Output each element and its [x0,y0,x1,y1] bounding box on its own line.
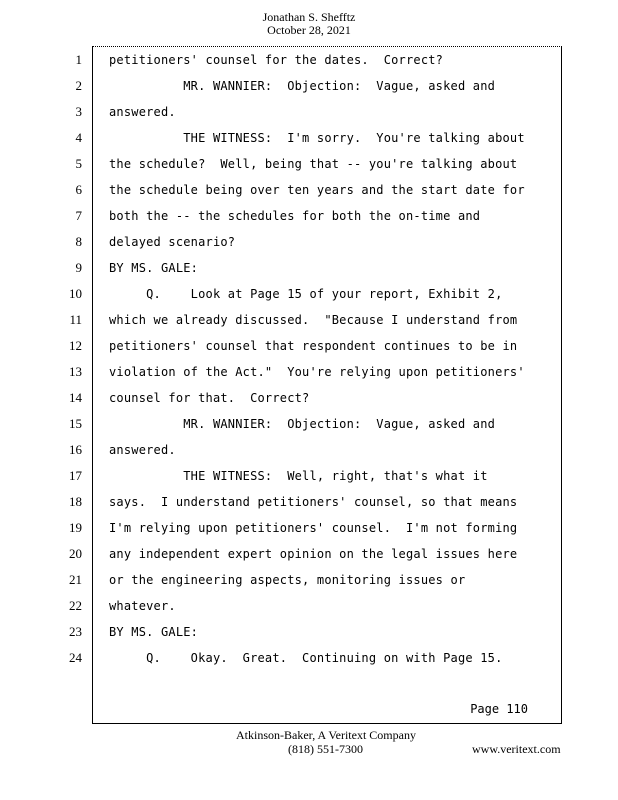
transcript-line-text: delayed scenario? [109,235,236,249]
line-number: 13 [69,364,82,379]
line-number: 4 [75,130,82,145]
transcript-line-text: any independent expert opinion on the legal issues here [109,547,518,561]
transcript-line-text: violation of the Act." You're relying upon petitioners' [109,365,525,379]
footer-website: www.veritext.com [472,742,561,756]
transcript-line-text: the schedule? Well, being that -- you're talking about [109,157,518,171]
line-number: 1 [75,52,82,67]
line-number: 22 [69,598,82,613]
line-number: 14 [69,390,82,405]
line-number: 24 [69,650,82,665]
transcript-line-text: Q. Look at Page 15 of your report, Exhibit 2, [109,287,503,301]
transcript-line-text: says. I understand petitioners' counsel, so that means [109,495,518,509]
transcript-line-text: answered. [109,105,176,119]
transcript-line-text: THE WITNESS: I'm sorry. You're talking about [109,131,525,145]
transcript-line-text: or the engineering aspects, monitoring issues or [109,573,466,587]
transcript-frame [92,46,562,724]
line-number: 17 [69,468,82,483]
line-number: 12 [69,338,82,353]
line-number: 6 [75,182,82,197]
line-number: 3 [75,104,82,119]
line-number: 23 [69,624,82,639]
header-date: October 28, 2021 [267,23,351,37]
line-number: 15 [69,416,82,431]
line-number: 18 [69,494,82,509]
line-number: 19 [69,520,82,535]
line-number: 2 [75,78,82,93]
header-witness-name: Jonathan S. Shefftz [262,10,356,24]
transcript-line-text: the schedule being over ten years and the start date for [109,183,525,197]
line-number: 10 [69,286,82,301]
transcript-line-text: MR. WANNIER: Objection: Vague, asked and [109,79,496,93]
line-number: 9 [75,260,82,275]
transcript-line-text: counsel for that. Correct? [109,391,310,405]
transcript-line-text: petitioners' counsel that respondent continues to be in [109,339,518,353]
line-number: 16 [69,442,82,457]
footer-company: Atkinson-Baker, A Veritext Company [236,728,416,742]
line-number: 11 [69,312,82,327]
line-number: 8 [75,234,82,249]
transcript-line-text: I'm relying upon petitioners' counsel. I'm not forming [109,521,518,535]
line-number: 5 [75,156,82,171]
transcript-line-text: petitioners' counsel for the dates. Correct? [109,53,444,67]
page-number: Page 110 [470,702,528,716]
transcript-line-text: BY MS. GALE: [109,261,199,275]
line-number: 7 [75,208,82,223]
footer-phone: (818) 551-7300 [288,742,363,756]
transcript-line-text: THE WITNESS: Well, right, that's what it [109,469,488,483]
transcript-line-text: both the -- the schedules for both the on-time and [109,209,481,223]
transcript-line-text: MR. WANNIER: Objection: Vague, asked and [109,417,496,431]
line-number: 21 [69,572,82,587]
line-number: 20 [69,546,82,561]
transcript-line-text: which we already discussed. "Because I understand from [109,313,518,327]
transcript-line-text: Q. Okay. Great. Continuing on with Page 15. [109,651,503,665]
transcript-line-text: whatever. [109,599,176,613]
transcript-line-text: BY MS. GALE: [109,625,199,639]
transcript-line-text: answered. [109,443,176,457]
